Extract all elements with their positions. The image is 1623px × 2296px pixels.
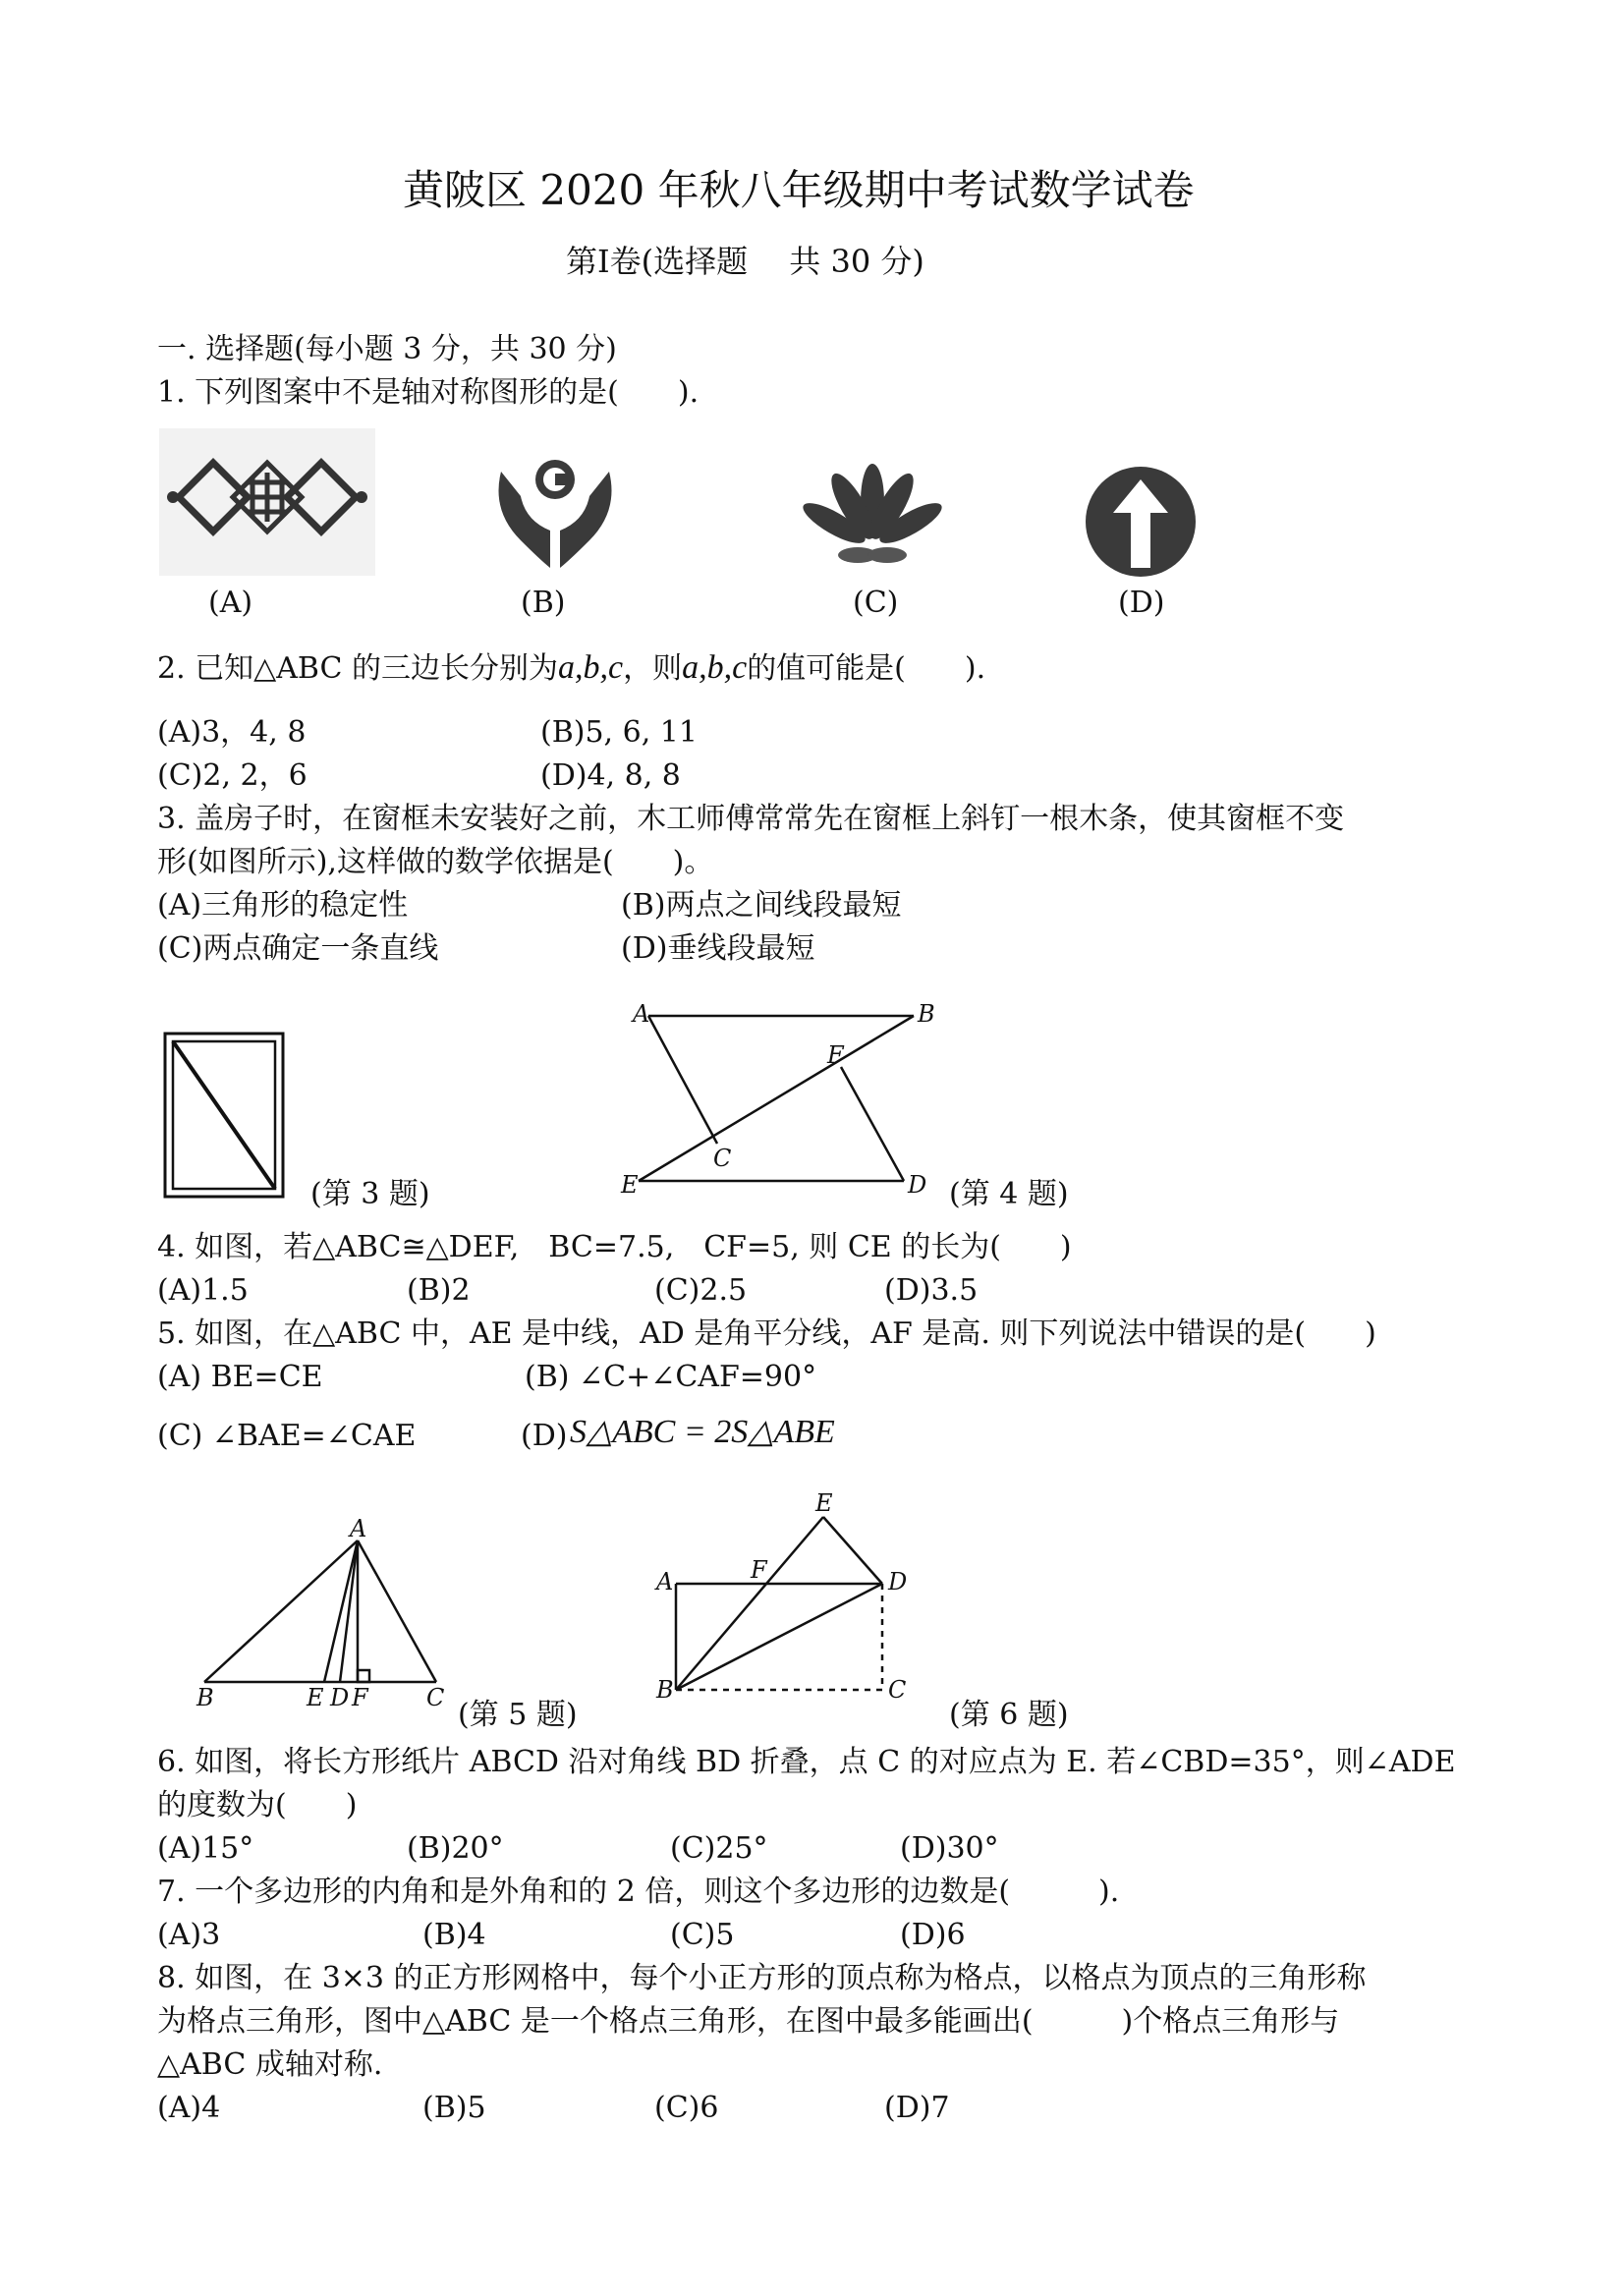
q3-option-a: (A)三角形的稳定性 [157, 888, 409, 923]
q2-option-b: (B)5, 6, 11 [540, 715, 698, 750]
q1-option-b: (B) [521, 586, 566, 620]
q1-figure-d-arrow-circle [1085, 466, 1197, 578]
fig5-label-c: C [426, 1684, 445, 1711]
q7-option-c: (C)5 [670, 1918, 735, 1952]
fig5-label-d: D [330, 1684, 350, 1711]
q1-figure-c-petals [804, 462, 941, 570]
fig6-label-c: C [888, 1676, 907, 1704]
q2-option-a: (A)3，4, 8 [157, 715, 307, 750]
page-subtitle: 第Ⅰ卷(选择题 共 30 分) [566, 243, 924, 280]
q8-option-d: (D)7 [884, 2091, 950, 2125]
q2-stem-mid: ，则 [623, 651, 683, 686]
q6-option-b: (B)20° [407, 1831, 504, 1866]
fig4-label-e: E [621, 1171, 639, 1199]
q1-option-c: (C) [853, 586, 899, 620]
q4-option-d: (D)3.5 [884, 1273, 979, 1308]
fig4-label-d: D [908, 1171, 927, 1199]
q1-figure-b-hands-logo [491, 452, 619, 570]
q3-option-c: (C)两点确定一条直线 [157, 931, 439, 966]
q7-option-a: (A)3 [157, 1918, 221, 1952]
q3-option-b: (B)两点之间线段最短 [621, 888, 902, 923]
fig4-label-a: A [633, 1000, 650, 1028]
q8-option-c: (C)6 [654, 2091, 719, 2125]
q2-option-c: (C)2, 2，6 [157, 758, 308, 793]
q1-option-d: (D) [1118, 586, 1165, 620]
q6-option-d: (D)30° [900, 1831, 999, 1866]
q2-vars: a,b,c [558, 649, 624, 686]
fig3-window-frame [163, 1032, 285, 1199]
q2-stem-pre: 2. 已知△ABC 的三边长分别为 [157, 651, 558, 686]
q2-vars-repeat: a,b,c [682, 649, 748, 686]
fig5-triangle [193, 1515, 458, 1711]
fig6-folded-rectangle [650, 1487, 925, 1704]
q8-stem-line3: △ABC 成轴对称. [157, 2047, 383, 2082]
fig6-label-d: D [888, 1568, 908, 1596]
fig5-label-e: E [307, 1684, 324, 1711]
q4-option-a: (A)1.5 [157, 1273, 249, 1308]
q1-figure-a-knot [159, 428, 375, 576]
q3-stem-line1: 3. 盖房子时，在窗框未安装好之前，木工师傅常常先在窗框上斜钉一根木条，使其窗框不变 [157, 802, 1345, 836]
fig5-label-f: F [352, 1684, 368, 1711]
q2-option-d: (D)4, 8, 8 [540, 758, 681, 793]
fig6-label-f: F [751, 1556, 767, 1584]
q5-option-b: (B) ∠C+∠CAF=90° [525, 1360, 817, 1394]
q7-option-d: (D)6 [900, 1918, 966, 1952]
fig4-label-b: B [918, 1000, 935, 1028]
fig4-label-f: F [827, 1041, 844, 1069]
q6-stem-line1: 6. 如图，将长方形纸片 ABCD 沿对角线 BD 折叠，点 C 的对应点为 E. 若∠CBD=35°，则∠ADE [157, 1745, 1456, 1779]
q6-option-c: (C)25° [670, 1831, 768, 1866]
q8-stem-line1: 8. 如图，在 3×3 的正方形网格中，每个小正方形的顶点称为格点，以格点为顶点的三角形称 [157, 1961, 1367, 1995]
fig6-label-a: A [656, 1568, 674, 1596]
q5-stem: 5. 如图，在△ABC 中，AE 是中线，AD 是角平分线，AF 是高. 则下列说法中错误的是( ) [157, 1316, 1376, 1351]
q2-stem-post: 的值可能是( ). [747, 651, 986, 686]
q6-stem-line2: 的度数为( ) [157, 1788, 358, 1822]
section-heading: 一. 选择题(每小题 3 分，共 30 分) [157, 332, 617, 366]
fig5-caption: (第 5 题) [458, 1698, 578, 1732]
fig6-label-b: B [656, 1676, 674, 1704]
q1-option-a: (A) [208, 586, 253, 620]
fig5-label-b: B [196, 1684, 214, 1711]
q8-option-b: (B)5 [422, 2091, 486, 2125]
fig4-parallelograms [619, 1000, 953, 1203]
q3-option-d: (D)垂线段最短 [621, 931, 815, 966]
q8-option-a: (A)4 [157, 2091, 221, 2125]
fig5-label-a: A [350, 1515, 367, 1542]
fig6-label-e: E [815, 1489, 833, 1517]
fig6-caption: (第 6 题) [949, 1698, 1069, 1732]
fig3-caption: (第 3 题) [310, 1177, 430, 1211]
q7-stem: 7. 一个多边形的内角和是外角和的 2 倍，则这个多边形的边数是( ). [157, 1875, 1120, 1909]
q5-formula-d: S△ABC = 2S△ABE [570, 1414, 835, 1450]
q4-stem: 4. 如图，若△ABC≅△DEF, BC=7.5, CF=5, 则 CE 的长为( ) [157, 1230, 1072, 1264]
q2-stem [157, 650, 985, 687]
q4-option-b: (B)2 [407, 1273, 471, 1308]
fig4-label-c: C [713, 1145, 732, 1172]
fig4-caption: (第 4 题) [949, 1177, 1069, 1211]
q7-option-b: (B)4 [422, 1918, 486, 1952]
q8-stem-line2: 为格点三角形，图中△ABC 是一个格点三角形，在图中最多能画出( )个格点三角形与 [157, 2004, 1340, 2039]
q5-option-a: (A) BE=CE [157, 1360, 323, 1394]
q3-stem-line2: 形(如图所示),这样做的数学依据是( )。 [157, 845, 714, 879]
q6-option-a: (A)15° [157, 1831, 254, 1866]
q5-option-d: (D) [521, 1419, 568, 1453]
q5-option-c: (C) ∠BAE=∠CAE [157, 1419, 417, 1453]
page-title: 黄陂区 2020 年秋八年级期中考试数学试卷 [403, 166, 1195, 214]
q1-stem: 1. 下列图案中不是轴对称图形的是( ). [157, 375, 700, 410]
q4-option-c: (C)2.5 [654, 1273, 748, 1308]
